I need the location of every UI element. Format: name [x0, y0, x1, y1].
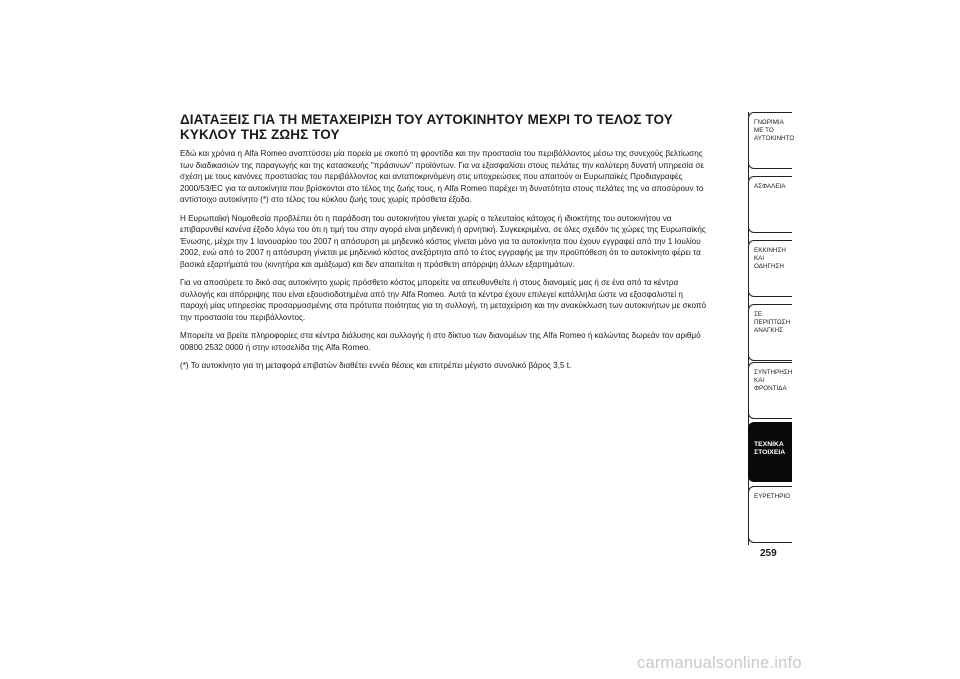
tab-maintenance[interactable]: ΣΥΝΤΗΡΗΣΗ ΚΑΙ ΦΡΟΝΤΙΔΑ — [748, 362, 792, 419]
tab-technical-data[interactable]: ΤΕΧΝΙΚΑ ΣΤΟΙΧΕΙΑ — [748, 422, 792, 482]
main-content — [180, 112, 720, 379]
tab-starting-driving[interactable]: ΕΚΚΙΝΗΣΗ ΚΑΙ ΟΔΗΓΗΣΗ — [748, 240, 792, 297]
paragraph-legislation: Η Ευρωπαϊκή Νομοθεσία προβλέπει ότι η παράδοση του αυτοκινήτου γίνεται χωρίς ο τελευταίος κάτοχος ή ιδιοκτήτης του αυτοκινήτου να επιβαρυνθεί κανένα έξοδο λόγω του ότι η τιμή του στην αγορά είναι μηδενική ή αρνητική. Συγκεκριμένα, σε όλες σχεδόν τις χώρες της Ευρωπαϊκής Ένωσης, μέχρι την 1 Ιανουαρίου του 2007 η απόσυρση με μηδενικό κόστος γίνεται μόνο για τα αυτοκίνητα που έχουν εγγραφεί από την 1 Ιουλίου 2002, ενώ από το 2007 η απόσυρση γίνεται με μηδενικό κόστος ανεξάρτητα από το έτος εγγραφής με την προϋπόθεση ότι το αυτοκίνητο φέρει τα βασικά εξαρτήματά του (κινητήρα και αμάξωμα) και δεν απαιτείται η πρόσθετη απόρριψη άλλων εξαρτημάτων. — [180, 212, 706, 269]
tab-emergency[interactable]: ΣΕ ΠΕΡΙΠΤΩΣΗ ΑΝΑΓΚΗΣ — [748, 304, 792, 361]
tab-getting-to-know[interactable]: ΓΝΩΡΙΜΙΑ ΜΕ ΤΟ ΑΥΤΟΚΙΝΗΤΟ — [748, 112, 792, 169]
paragraph-footnote: (*) Το αυτοκίνητο για τη μεταφορά επιβατών διαθέτει εννέα θέσεις και επιτρέπει μέγιστο συνολικό βάρος 3,5 t. — [180, 360, 572, 370]
paragraph-intro: Εδώ και χρόνια η Alfa Romeo αναπτύσσει μία πορεία με σκοπό τη φροντίδα και την προστασία του περιβάλλοντος μέσω της συνεχούς βελτίωσης των διαδικασιών της παραγωγής και της κατασκευής "πράσινων" προϊόντων. Για να εξασφαλίσει στους πελάτες την καλύτερη δυνατή υπηρεσία σε σχέση με τους κανόνες προστασίας του περιβάλλοντος και ανταποκρινόμενη στις υποχρεώσεις που απαιτούν οι Ευρωπαϊκές Προδιαγραφές 2000/53/EC για τα αυτοκίνητα που βρίσκονται στο τέλος της ζωής τους, η Alfa Romeo παρέχει τη δυνατότητα στους πελάτες της να αποσύρουν το αντίστοιχο αυτοκίνητο (*) στο τέλος του κύκλου ζωής τους χωρίς πρόσθετα έξοδα. — [180, 148, 704, 204]
chapter-index-sidebar — [748, 112, 793, 545]
paragraph-collection: Για να αποσύρετε το δικό σας αυτοκίνητο χωρίς πρόσθετο κόστος μπορείτε να απευθυνθείτε ή στους διανομείς μας ή σε ένα από τα κέντρα συλλογής και απόρριψης που είναι εξουσιοδοτημένα από την Alfa Romeo. Αυτά τα κέντρα έχουν επιλεγεί κατάλληλα ώστε να εξασφαλιστεί η παροχή μίας υπηρεσίας προσαρμοσμένης στα πρότυπα ποιότητας για τη συλλογή, τη μεταχείριση και την ανακύκλωση των αυτοκινήτων με σκοπό την προστασία του περιβάλλοντος. — [180, 277, 706, 322]
watermark: carmanualsonline.info — [637, 654, 802, 672]
page-number: 259 — [760, 548, 777, 559]
tab-index[interactable]: ΕΥΡΕΤΗΡΙΟ — [748, 486, 792, 543]
page-title: ΔΙΑΤΑΞΕΙΣ ΓΙΑ ΤΗ ΜΕΤΑΧΕΙΡΙΣΗ ΤΟΥ ΑΥΤΟΚΙΝΗΤΟΥ ΜΕΧΡΙ ΤΟ ΤΕΛΟΣ ΤΟΥ ΚΥΚΛΟΥ ΤΗΣ ΖΩΗΣ ΤΟΥ — [180, 112, 673, 142]
paragraph-information: Μπορείτε να βρείτε πληροφορίες στα κέντρα διάλυσης και συλλογής ή στο δίκτυο των διανομέων της Alfa Romeo ή καλώντας δωρεάν τον αριθμό 00800 2532 0000 ή στην ιστοσελίδα της Alfa Romeo. — [180, 330, 701, 352]
tab-safety[interactable]: ΑΣΦΑΛΕΙΑ — [748, 176, 792, 233]
